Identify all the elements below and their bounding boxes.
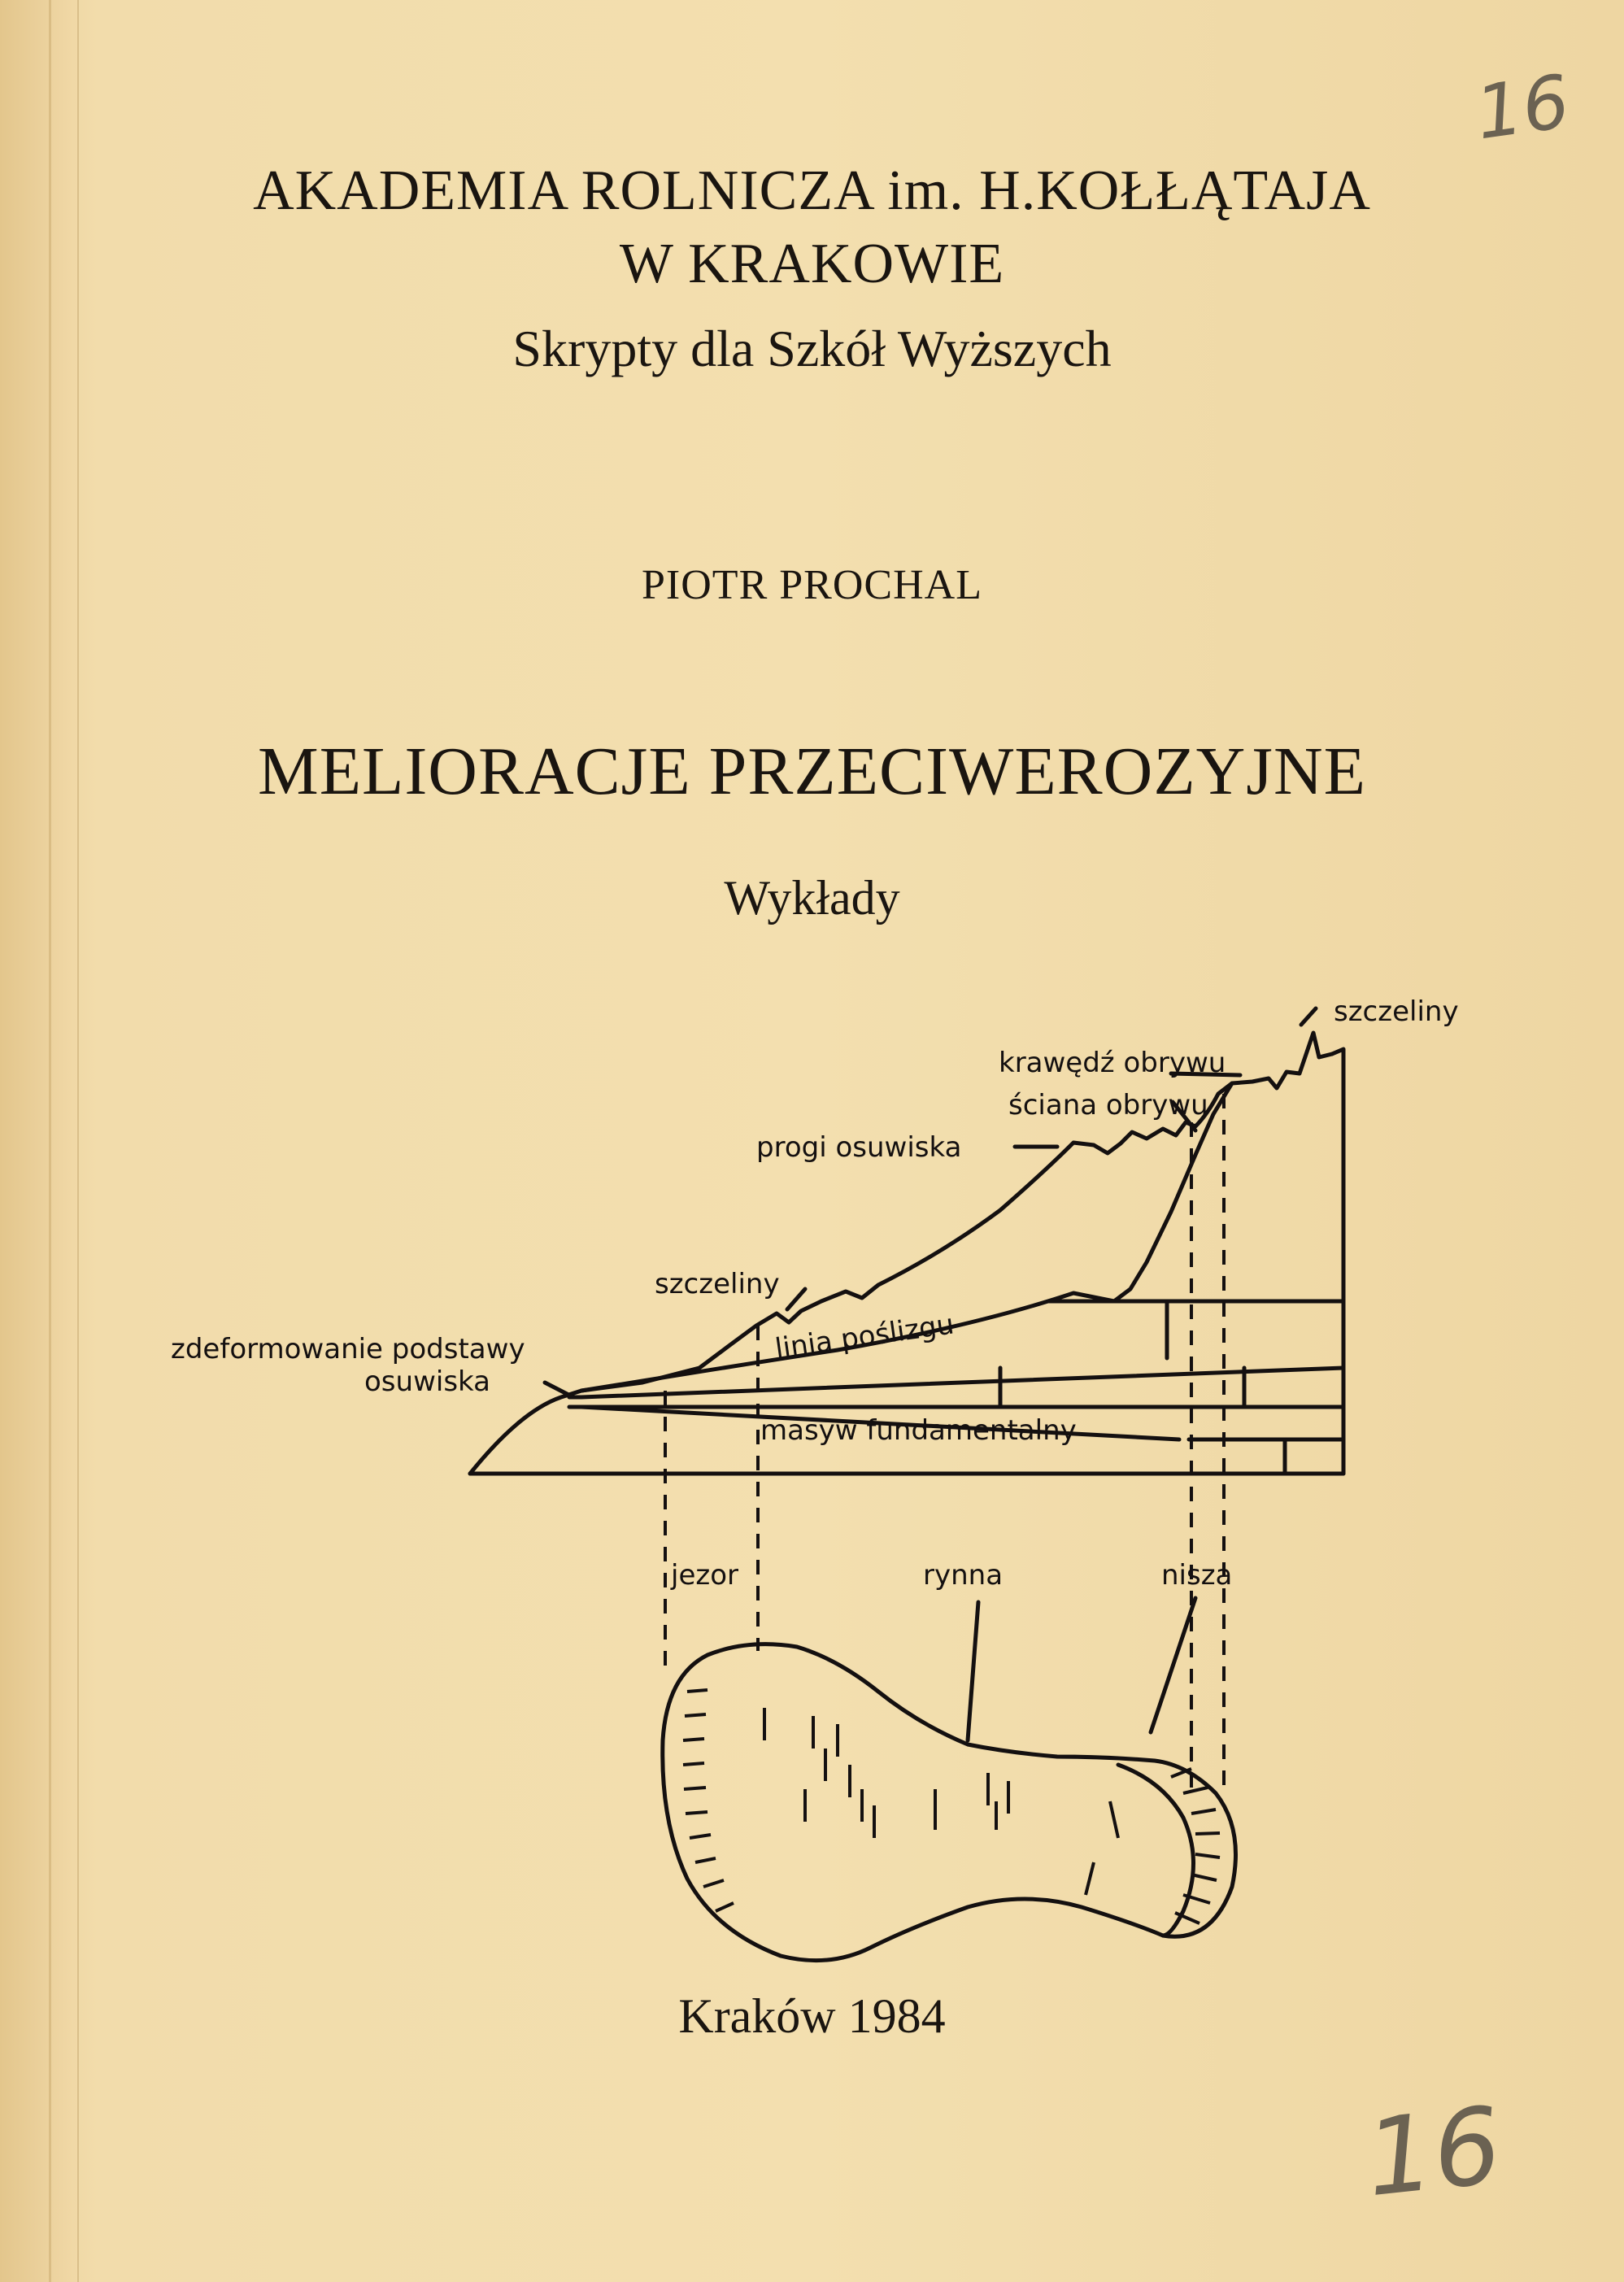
imprint-place-year: Kraków 1984: [678, 1989, 946, 2043]
label-szczeliny-top: szczeliny: [1334, 995, 1459, 1028]
pointer-nisza: [1151, 1598, 1195, 1732]
hatch-interior: [764, 1708, 1118, 1895]
pointer-zdeformowanie: [545, 1383, 573, 1397]
plan-outline: [663, 1644, 1236, 1961]
pointer-szczeliny-mid: [787, 1289, 805, 1309]
plan-scarp-inner: [1118, 1765, 1194, 1936]
label-progi-osuwiska: progi osuwiska: [756, 1131, 962, 1164]
label-nisza: nisza: [1161, 1559, 1233, 1592]
label-linia-poslizgu: linia poślizgu: [773, 1308, 956, 1365]
label-zdeformowanie-podstawy: zdeformowanie podstawy: [171, 1333, 525, 1365]
section-left-slope: [470, 1391, 581, 1474]
label-rynna: rynna: [923, 1559, 1004, 1592]
handwritten-number-bottom: 16: [1360, 2083, 1507, 2221]
landslide-surface: [581, 1033, 1332, 1391]
hatch-tongue: [683, 1690, 734, 1911]
label-masyw-fundamentalny: masyw fundamentalny: [760, 1414, 1077, 1447]
author-name: PIOTR PROCHAL: [642, 562, 982, 608]
book-subtitle: Wykłady: [724, 871, 900, 925]
pointer-rynna: [968, 1602, 978, 1740]
institution-name: AKADEMIA ROLNICZA im. H.KOŁŁĄTAJA: [253, 159, 1371, 222]
label-szczeliny-mid: szczeliny: [655, 1268, 780, 1300]
label-sciana-obrywu: ściana obrywu: [1008, 1089, 1208, 1121]
label-jezor: jezor: [671, 1559, 738, 1592]
series-name: Skrypty dla Szkół Wyższych: [512, 320, 1112, 377]
institution-city: W KRAKOWIE: [619, 233, 1005, 295]
handwritten-number-top: 16: [1470, 59, 1575, 157]
book-title: MELIORACJE PRZECIWEROZYJNE: [258, 734, 1366, 809]
section-right-edge: [1332, 1049, 1343, 1474]
pointer-szczeliny-top: [1301, 1008, 1316, 1025]
label-osuwiska: osuwiska: [364, 1365, 490, 1398]
label-krawedz-obrywu: krawędź obrywu: [999, 1047, 1226, 1079]
